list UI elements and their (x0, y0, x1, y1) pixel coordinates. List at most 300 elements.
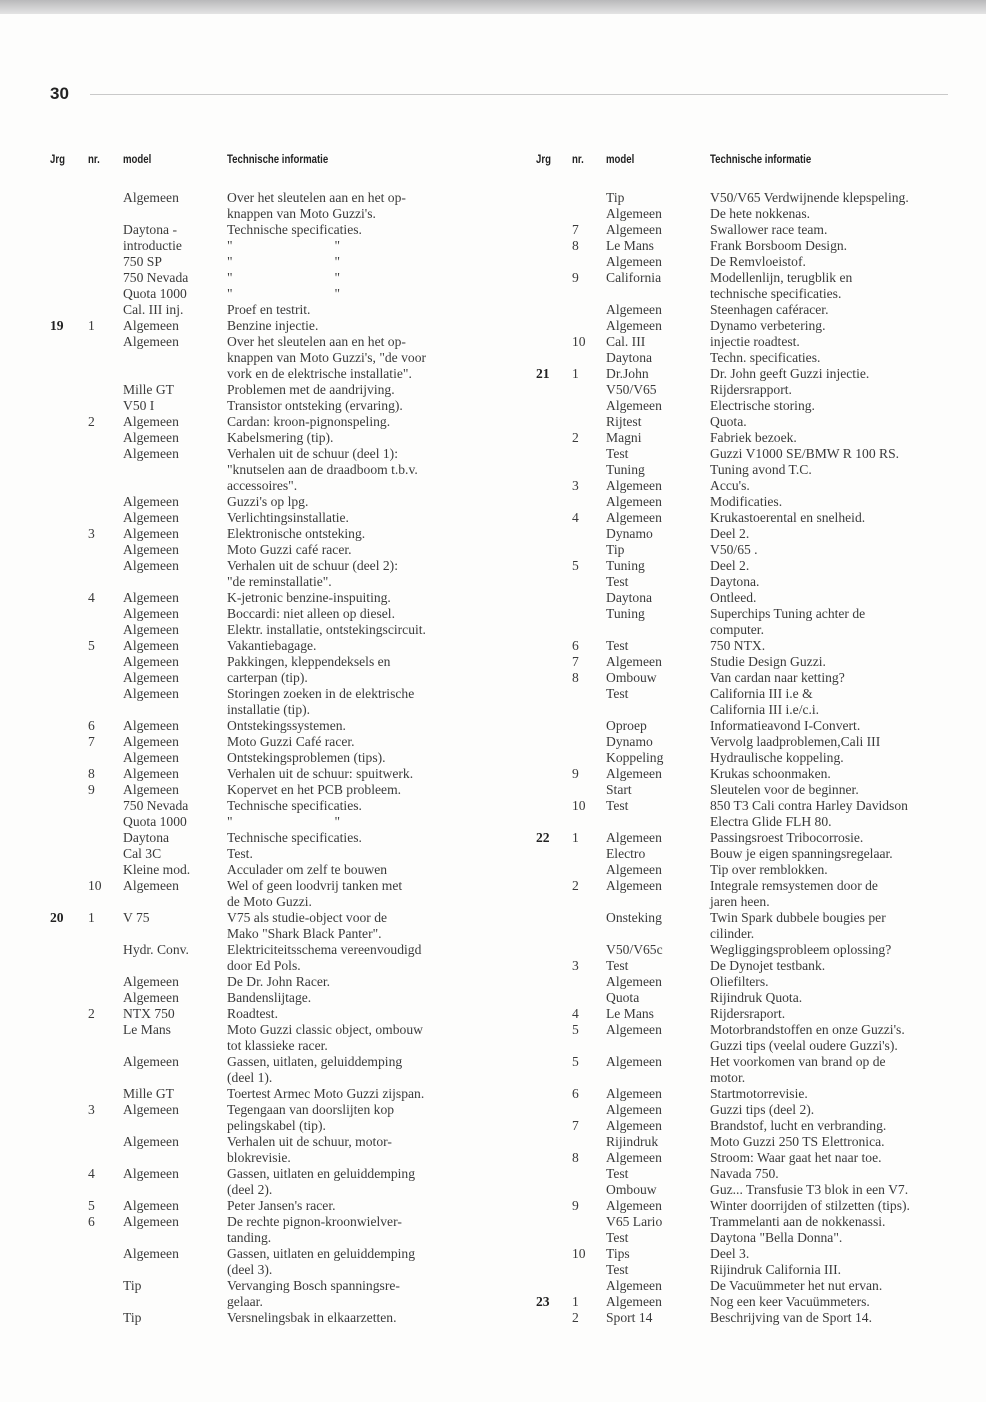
model-cell: Algemeen (123, 750, 179, 765)
info-cell: K-jetronic benzine-inspuiting. (227, 590, 391, 605)
info-cell: Bouw je eigen spanningsregelaar. (710, 846, 893, 861)
model-cell: Test (606, 958, 629, 973)
model-cell: Algemeen (606, 830, 662, 845)
info-cell: Elektr. installatie, ontstekingscircuit. (227, 622, 426, 637)
model-cell: Tip (606, 542, 625, 557)
table-row (48, 798, 488, 814)
issue-number-cell: 8 (88, 766, 95, 781)
table-row (48, 782, 488, 798)
model-cell: Dr.John (606, 366, 649, 381)
model-cell: Test (606, 574, 629, 589)
model-cell: Algemeen (606, 1150, 662, 1165)
info-cell: Tip over remblokken. (710, 862, 828, 877)
table-row (48, 1214, 488, 1246)
info-cell: Motorbrandstoffen en onze Guzzi's. (710, 1022, 905, 1037)
table-row (48, 1054, 488, 1086)
issue-number-cell: 3 (88, 1102, 95, 1117)
table-row (48, 1086, 488, 1102)
model-cell: Algemeen (123, 1134, 179, 1149)
issue-number-cell: 5 (572, 1022, 579, 1037)
info-cell: Storingen zoeken in de elektrische installatie (tip). (227, 686, 415, 717)
issue-number-cell: 4 (88, 1166, 95, 1181)
info-cell: Swallower race team. (710, 222, 828, 237)
model-cell: Algemeen (123, 510, 179, 525)
issue-number-cell: 9 (572, 270, 579, 285)
model-cell: V50/V65 (606, 382, 657, 397)
info-cell: Deel 2. (710, 558, 750, 573)
issue-number-cell: 7 (572, 222, 579, 237)
table-row (534, 318, 974, 334)
issue-number-cell: 10 (572, 798, 586, 813)
header-jrg: Jrg (50, 152, 65, 166)
table-row (534, 846, 974, 862)
model-cell: Algemeen (606, 1102, 662, 1117)
table-row (534, 206, 974, 222)
table-row (534, 302, 974, 318)
info-cell: Startmotorrevisie. (710, 1086, 808, 1101)
info-cell: Peter Jansen's racer. (227, 1198, 336, 1213)
info-cell: Informatieavond I-Convert. (710, 718, 861, 733)
year-cell: 22 (536, 830, 550, 845)
model-cell: Dynamo (606, 526, 653, 541)
info-cell: Technische specificaties. (227, 798, 362, 813)
model-cell: Algemeen (606, 1022, 662, 1037)
model-cell: Algemeen (123, 190, 179, 205)
info-cell: Winter doorrijden of stilzetten (tips). (710, 1198, 910, 1213)
model-cell: Electro (606, 846, 646, 861)
table-row (534, 1038, 974, 1054)
table-row (534, 1182, 974, 1198)
info-cell: Test. (227, 846, 253, 861)
table-row (48, 382, 488, 398)
table-row (534, 942, 974, 958)
model-cell: Test (606, 1262, 629, 1277)
info-cell: Sleutelen voor de beginner. (710, 782, 859, 797)
info-cell: Moto Guzzi café racer. (227, 542, 352, 557)
table-row (534, 766, 974, 782)
model-cell: Algemeen (123, 1102, 179, 1117)
table-row (534, 1150, 974, 1166)
model-cell: V50 I (123, 398, 155, 413)
model-cell: Algemeen (123, 1214, 179, 1229)
issue-number-cell: 1 (88, 318, 95, 333)
table-row (534, 782, 974, 798)
table-row (48, 686, 488, 718)
model-cell: Algemeen (123, 542, 179, 557)
model-cell: Algemeen (123, 990, 179, 1005)
table-row (534, 1102, 974, 1118)
issue-number-cell: 8 (572, 238, 579, 253)
info-cell: Trammelanti aan de nokkenassi. (710, 1214, 886, 1229)
table-row (48, 558, 488, 590)
issue-number-cell: 2 (88, 1006, 95, 1021)
info-cell: Dr. John geeft Guzzi injectie. (710, 366, 870, 381)
header-jrg: Jrg (536, 152, 551, 166)
year-cell: 23 (536, 1294, 550, 1309)
model-cell: Test (606, 798, 629, 813)
model-cell: Algemeen (123, 606, 179, 621)
info-cell: Acculader om zelf te bouwen (227, 862, 388, 877)
header-info: Technische informatie (227, 152, 329, 166)
table-row (48, 494, 488, 510)
model-cell: Onsteking (606, 910, 662, 925)
info-cell: Wel of geen loodvrij tanken met de Moto Guzzi. (227, 878, 403, 909)
info-cell: Daytona. (710, 574, 760, 589)
info-cell: Vervanging Bosch spanningsre- gelaar. (227, 1278, 400, 1309)
info-cell: Ontstekingsproblemen (tips). (227, 750, 386, 765)
table-row (48, 942, 488, 974)
model-cell: Algemeen (606, 510, 662, 525)
year-cell: 19 (50, 318, 64, 333)
issue-number-cell: 2 (572, 430, 579, 445)
table-row (534, 1246, 974, 1262)
info-cell: Rijdersraport. (710, 1006, 786, 1021)
table-row (48, 1166, 488, 1198)
table-row (534, 670, 974, 686)
table-row (534, 1230, 974, 1246)
table-row (534, 1054, 974, 1086)
model-cell: V 75 (123, 910, 150, 925)
info-cell: Rijindruk California III. (710, 1262, 841, 1277)
info-cell: Beschrijving van de Sport 14. (710, 1310, 872, 1325)
table-row (534, 542, 974, 558)
issue-number-cell: 2 (572, 878, 579, 893)
model-cell: Rijindruk (606, 1134, 659, 1149)
model-cell: Ombouw (606, 670, 657, 685)
model-cell: Magni (606, 430, 642, 445)
table-row (534, 254, 974, 270)
table-row (48, 590, 488, 606)
info-cell: " " (227, 270, 341, 285)
table-row (534, 398, 974, 414)
model-cell: Test (606, 446, 629, 461)
table-row (534, 222, 974, 238)
info-cell: Over het sleutelen aan en het op- knappen van Moto Guzzi's, "de voor vork en de elektrische installatie". (227, 334, 427, 381)
info-cell: Proef en testrit. (227, 302, 311, 317)
issue-number-cell: 3 (88, 526, 95, 541)
table-row (48, 286, 488, 302)
table-row (48, 430, 488, 446)
issue-number-cell: 6 (572, 638, 579, 653)
info-cell: Het voorkomen van brand op de motor. (710, 1054, 886, 1085)
table-row (534, 590, 974, 606)
info-cell: Navada 750. (710, 1166, 779, 1181)
model-cell: Test (606, 1166, 629, 1181)
table-row (48, 1022, 488, 1054)
info-cell: Guzzi tips (deel 2). (710, 1102, 815, 1117)
column-headers (534, 150, 974, 170)
model-cell: Algemeen (606, 878, 662, 893)
year-cell: 20 (50, 910, 64, 925)
table-row (534, 1118, 974, 1134)
model-cell: Algemeen (123, 334, 179, 349)
info-cell: Krukastoerental en snelheid. (710, 510, 866, 525)
table-row (534, 1198, 974, 1214)
issue-number-cell: 9 (572, 1198, 579, 1213)
info-cell: Passingsroest Tribocorrosie. (710, 830, 864, 845)
table-row (534, 734, 974, 750)
table-row (48, 542, 488, 558)
model-cell: Daytona (123, 830, 170, 845)
model-cell: Tips (606, 1246, 630, 1261)
model-cell: Algemeen (123, 766, 179, 781)
table-row (48, 718, 488, 734)
issue-number-cell: 9 (88, 782, 95, 797)
table-row (48, 638, 488, 654)
table-row (48, 190, 488, 222)
model-cell: Quota 1000 (123, 814, 187, 829)
table-row (534, 382, 974, 398)
model-cell: Oproep (606, 718, 647, 733)
info-cell: Accu's. (710, 478, 750, 493)
table-row (534, 510, 974, 526)
table-row (48, 510, 488, 526)
info-cell: Hydraulische koppeling. (710, 750, 844, 765)
table-row (48, 526, 488, 542)
right-rows (534, 190, 974, 1326)
table-row (48, 302, 488, 318)
table-row (534, 334, 974, 350)
model-cell: Hydr. Conv. (123, 942, 189, 957)
issue-number-cell: 1 (572, 830, 579, 845)
info-cell: De hete nokkenas. (710, 206, 811, 221)
table-row (534, 638, 974, 654)
year-cell: 21 (536, 366, 550, 381)
model-cell: Algemeen (606, 222, 662, 237)
left-rows (48, 190, 488, 1326)
table-row (534, 958, 974, 974)
info-cell: Kabelsmering (tip). (227, 430, 334, 445)
table-row (48, 1198, 488, 1214)
model-cell: Algemeen (123, 734, 179, 749)
info-cell: Techn. specificaties. (710, 350, 821, 365)
model-cell: Sport 14 (606, 1310, 653, 1325)
header-info: Technische informatie (710, 152, 812, 166)
model-cell: Cal 3C (123, 846, 162, 861)
table-row (534, 366, 974, 382)
model-cell: Algemeen (123, 718, 179, 733)
table-row (48, 766, 488, 782)
info-cell: Vervolg laadproblemen,Cali III (710, 734, 881, 749)
table-row (534, 574, 974, 590)
table-row (534, 1006, 974, 1022)
table-row (534, 606, 974, 638)
table-row (48, 606, 488, 622)
table-row (48, 990, 488, 1006)
header-nr: nr. (572, 152, 584, 166)
info-cell: Fabriek bezoek. (710, 430, 797, 445)
issue-number-cell: 4 (88, 590, 95, 605)
model-cell: Daytona - (123, 222, 177, 237)
table-row (534, 478, 974, 494)
table-row (534, 1022, 974, 1038)
info-cell: Technische specificaties. (227, 830, 362, 845)
issue-number-cell: 6 (88, 718, 95, 733)
info-cell: Verhalen uit de schuur (deel 2): "de reminstallatie". (227, 558, 398, 589)
model-cell: Daytona (606, 350, 653, 365)
table-row (534, 270, 974, 302)
table-row (534, 798, 974, 830)
info-cell: " " (227, 254, 341, 269)
table-row (48, 1310, 488, 1326)
info-cell: Technische specificaties. (227, 222, 362, 237)
table-row (534, 446, 974, 462)
model-cell: 750 Nevada (123, 270, 189, 285)
table-row (534, 350, 974, 366)
info-cell: V75 als studie-object voor de Mako "Shark Black Panter". (227, 910, 388, 941)
info-cell: Rijindruk Quota. (710, 990, 803, 1005)
issue-number-cell: 1 (572, 1294, 579, 1309)
model-cell: Algemeen (606, 862, 662, 877)
info-cell: Problemen met de aandrijving. (227, 382, 395, 397)
issue-number-cell: 8 (572, 670, 579, 685)
info-cell: Deel 2. (710, 526, 750, 541)
model-cell: Algemeen (606, 206, 662, 221)
model-cell: Algemeen (123, 526, 179, 541)
table-row (48, 254, 488, 270)
model-cell: Algemeen (123, 494, 179, 509)
index-column-left (48, 150, 488, 1326)
model-cell: Dynamo (606, 734, 653, 749)
table-row (48, 334, 488, 382)
issue-number-cell: 9 (572, 766, 579, 781)
info-cell: Tegengaan van doorslijten kop pelingskabel (tip). (227, 1102, 395, 1133)
issue-number-cell: 5 (572, 558, 579, 573)
info-cell: Daytona "Bella Donna". (710, 1230, 843, 1245)
table-row (534, 830, 974, 846)
info-cell: Pakkingen, kleppendeksels en (227, 654, 391, 669)
model-cell: Algemeen (123, 654, 179, 669)
info-cell: V50/V65 Verdwijnende klepspeling. (710, 190, 909, 205)
issue-number-cell: 10 (572, 334, 586, 349)
table-row (534, 1310, 974, 1326)
issue-number-cell: 3 (572, 958, 579, 973)
info-cell: Toertest Armec Moto Guzzi zijspan. (227, 1086, 425, 1101)
table-row (48, 814, 488, 830)
table-row (534, 654, 974, 670)
issue-number-cell: 2 (88, 414, 95, 429)
model-cell: Algemeen (606, 1294, 662, 1309)
model-cell: Algemeen (123, 974, 179, 989)
info-cell: Cardan: kroon-pignonspeling. (227, 414, 391, 429)
info-cell: Vakantiebagage. (227, 638, 317, 653)
info-cell: Elektronische ontsteking. (227, 526, 366, 541)
header-rule (90, 94, 948, 95)
model-cell: Algemeen (606, 398, 662, 413)
table-row (534, 1262, 974, 1278)
model-cell: V65 Lario (606, 1214, 663, 1229)
info-cell: Moto Guzzi Café racer. (227, 734, 355, 749)
table-row (534, 558, 974, 574)
table-row (48, 670, 488, 686)
table-row (534, 974, 974, 990)
table-row (48, 1134, 488, 1166)
info-cell: Stroom: Waar gaat het naar toe. (710, 1150, 882, 1165)
issue-number-cell: 1 (572, 366, 579, 381)
issue-number-cell: 4 (572, 1006, 579, 1021)
info-cell: " " (227, 814, 341, 829)
model-cell: Mille GT (123, 1086, 174, 1101)
model-cell: Algemeen (606, 1086, 662, 1101)
info-cell: Ontstekingssystemen. (227, 718, 346, 733)
model-cell: Test (606, 686, 629, 701)
info-cell: Verhalen uit de schuur: spuitwerk. (227, 766, 414, 781)
info-cell: 850 T3 Cali contra Harley Davidson Electra Glide FLH 80. (710, 798, 908, 829)
table-row (48, 1278, 488, 1310)
info-cell: Modificaties. (710, 494, 783, 509)
model-cell: Algemeen (123, 558, 179, 573)
info-cell: Deel 3. (710, 1246, 750, 1261)
issue-number-cell: 4 (572, 510, 579, 525)
info-cell: V50/65 . (710, 542, 758, 557)
model-cell: Algemeen (606, 1198, 662, 1213)
info-cell: " " (227, 238, 341, 253)
issue-number-cell: 5 (88, 1198, 95, 1213)
model-cell: Algemeen (606, 654, 662, 669)
table-row (48, 398, 488, 414)
model-cell: Algemeen (123, 670, 179, 685)
table-row (48, 318, 488, 334)
info-cell: Roadtest. (227, 1006, 278, 1021)
model-cell: Tip (123, 1278, 142, 1293)
info-cell: 750 NTX. (710, 638, 766, 653)
table-row (534, 910, 974, 942)
table-row (48, 878, 488, 910)
model-cell: Test (606, 638, 629, 653)
info-cell: Van cardan naar ketting? (710, 670, 845, 685)
info-cell: De Vacuümmeter het nut ervan. (710, 1278, 883, 1293)
table-row (534, 190, 974, 206)
model-cell: 750 Nevada (123, 798, 189, 813)
info-cell: California III i.e & California III i.e/c.i. (710, 686, 820, 717)
info-cell: Studie Design Guzzi. (710, 654, 826, 669)
model-cell: Algemeen (606, 766, 662, 781)
table-row (48, 1246, 488, 1278)
model-cell: Ombouw (606, 1182, 657, 1197)
info-cell: De rechte pignon-kroonwielver- tanding. (227, 1214, 402, 1245)
info-cell: Moto Guzzi classic object, ombouw tot klassieke racer. (227, 1022, 423, 1053)
column-headers (48, 150, 488, 170)
model-cell: Tuning (606, 558, 645, 573)
model-cell: Algemeen (123, 622, 179, 637)
table-row (48, 910, 488, 942)
model-cell: Tip (123, 1310, 142, 1325)
info-cell: Verhalen uit de schuur, motor- blokrevisie. (227, 1134, 392, 1165)
table-row (534, 494, 974, 510)
issue-number-cell: 1 (88, 910, 95, 925)
info-cell: Tuning avond T.C. (710, 462, 812, 477)
model-cell: Algemeen (123, 590, 179, 605)
info-cell: Krukas schoonmaken. (710, 766, 831, 781)
info-cell: De Dynojet testbank. (710, 958, 826, 973)
model-cell: Algemeen (123, 446, 179, 461)
model-cell: Algemeen (606, 494, 662, 509)
info-cell: " " (227, 286, 341, 301)
model-cell: Algemeen (123, 878, 179, 893)
model-cell: Kleine mod. (123, 862, 191, 877)
table-row (534, 1134, 974, 1150)
issue-number-cell: 7 (88, 734, 95, 749)
table-row (534, 414, 974, 430)
issue-number-cell: 7 (572, 654, 579, 669)
info-cell: Brandstof, lucht en verbranding. (710, 1118, 887, 1133)
model-cell: Le Mans (606, 1006, 654, 1021)
page-number: 30 (50, 84, 69, 103)
model-cell: Tuning (606, 462, 645, 477)
scan-edge (0, 0, 986, 14)
table-row (534, 718, 974, 734)
info-cell: Versnelingsbak in elkaarzetten. (227, 1310, 397, 1325)
